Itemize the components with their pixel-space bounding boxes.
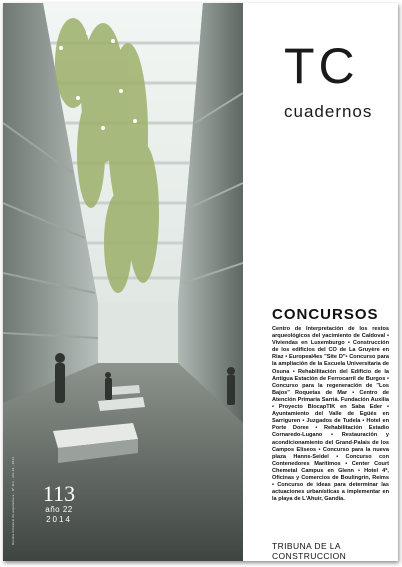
spine-info	[3, 323, 15, 553]
magazine-logo	[284, 38, 374, 121]
issue-date: 2014	[46, 515, 72, 524]
cover-photo	[3, 3, 243, 561]
issue-block	[37, 483, 81, 525]
logo-sub: cuadernos	[284, 102, 373, 121]
far-glazing	[98, 303, 178, 373]
issue-year: año 22	[45, 505, 73, 514]
issue-number: 113	[42, 481, 76, 506]
spine-info-text: Revista bimestral de arquitectura · Nº 113 · año 22 · 2014	[11, 456, 15, 545]
publisher-name: TRIBUNA DE LA CONSTRUCCION	[272, 541, 347, 561]
contents-list: Centro de Interpretación de los restos arqueológicos del yacimiento de Caldoval • Viviendas en Luxemburgo • Construcción de los edificios del CO de La Gruyère en Riaz • Europeal4es "Site D"• Concurso para la ampliación de la Escuela Universitaria de Osuna • Rehabilitación del Edificio de la Antigua Estación de Ferrocarril de Burgos • Concurso para la regeneración de "Los Bajos" Roquetas de Mar • Centro de Atención Primaria Sarriá. Fundación Auxilia • Proyecto BiocapTIK en Saba Eder • Ayuntamiento del Valle de Egüés en Sarriguren • Juzgados de Tudela • Hotel en Porte Doree • Rehabilitación Estadio Cornaredo-Lugano • Restauración y acondicionamiento del Grand-Palais de los Campos Elíseos • Concurso para la nueva plaza Hanns-Seidel • Concurso con Contenedores Marítimos • Center Court Chemetal Campus en Glenn • Hotel 4*, Oficinas y Comercios de Boulingrin, Reims • Concurso de ideas para determinar las actuaciones urbanísticas a implementar en la playa de L'Ahuir, Gandía.	[272, 326, 389, 503]
logo-main: TC	[284, 38, 359, 94]
atrium-illustration	[3, 3, 243, 561]
section-title: CONCURSOS	[272, 306, 379, 323]
magazine-cover	[3, 3, 398, 561]
